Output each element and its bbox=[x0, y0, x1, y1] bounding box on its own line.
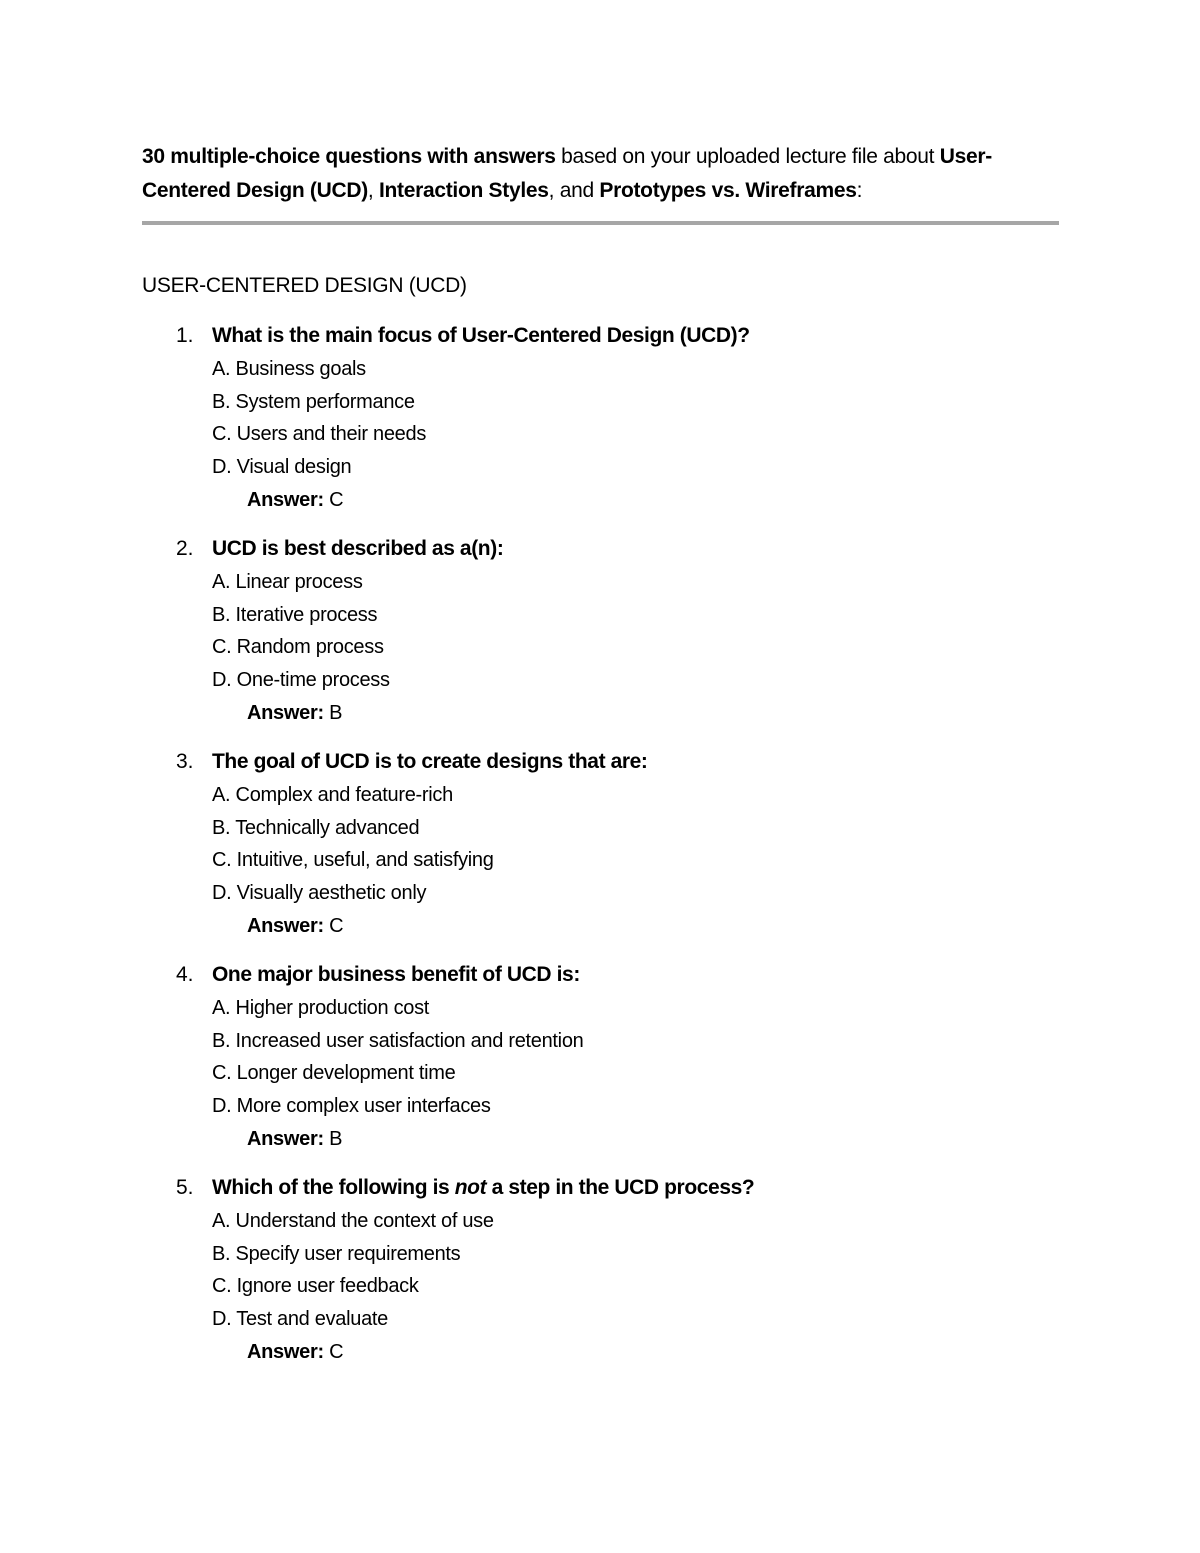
question-number: 4. bbox=[176, 963, 194, 986]
option-a: A. Understand the context of use bbox=[212, 1210, 494, 1232]
question-text: One major business benefit of UCD is: bbox=[212, 963, 580, 986]
intro-paragraph bbox=[142, 140, 1062, 208]
option-d: D. Test and evaluate bbox=[212, 1308, 388, 1330]
answer-label: Answer: bbox=[247, 702, 324, 724]
answer-value: C bbox=[329, 915, 344, 937]
answer-line bbox=[247, 484, 343, 516]
option-c: C. Users and their needs bbox=[212, 423, 427, 445]
option-a: A. Higher production cost bbox=[212, 997, 430, 1019]
answer-line bbox=[247, 697, 342, 729]
intro-text: : bbox=[856, 179, 863, 202]
option-c: C. Random process bbox=[212, 636, 384, 658]
answer-label: Answer: bbox=[247, 1128, 324, 1150]
option-d: D. Visually aesthetic only bbox=[212, 882, 427, 904]
answer-value: C bbox=[329, 1341, 344, 1363]
answer-value: C bbox=[329, 489, 344, 511]
question-text: The goal of UCD is to create designs that are: bbox=[212, 750, 648, 773]
question-number: 5. bbox=[176, 1176, 194, 1199]
intro-bold-prototypes: Prototypes vs. Wireframes bbox=[599, 179, 857, 202]
intro-text: , and bbox=[548, 179, 600, 202]
horizontal-divider bbox=[142, 221, 1059, 225]
intro-text: based on your uploaded lecture file about bbox=[555, 145, 940, 168]
question-text bbox=[212, 1172, 754, 1204]
option-b: B. System performance bbox=[212, 391, 415, 413]
question-number: 2. bbox=[176, 537, 194, 560]
option-d: D. One-time process bbox=[212, 669, 390, 691]
question-text-end: a step in the UCD process? bbox=[486, 1176, 755, 1199]
option-d: D. More complex user interfaces bbox=[212, 1095, 491, 1117]
option-b: B. Specify user requirements bbox=[212, 1243, 461, 1265]
option-b: B. Iterative process bbox=[212, 604, 378, 626]
intro-bold-count: 30 multiple-choice questions with answers bbox=[142, 145, 556, 168]
section-heading: USER-CENTERED DESIGN (UCD) bbox=[142, 274, 467, 297]
answer-value: B bbox=[329, 1128, 343, 1150]
answer-line bbox=[247, 1336, 343, 1368]
option-a: A. Business goals bbox=[212, 358, 366, 380]
answer-line bbox=[247, 1123, 342, 1155]
answer-label: Answer: bbox=[247, 1341, 324, 1363]
question-text-start: Which of the following is bbox=[212, 1176, 455, 1199]
answer-line bbox=[247, 910, 343, 942]
option-c: C. Ignore user feedback bbox=[212, 1275, 419, 1297]
answer-label: Answer: bbox=[247, 489, 324, 511]
option-a: A. Complex and feature-rich bbox=[212, 784, 453, 806]
option-c: C. Intuitive, useful, and satisfying bbox=[212, 849, 494, 871]
intro-bold-interaction: Interaction Styles bbox=[378, 179, 549, 202]
question-number: 3. bbox=[176, 750, 194, 773]
answer-label: Answer: bbox=[247, 915, 324, 937]
option-d: D. Visual design bbox=[212, 456, 352, 478]
option-b: B. Technically advanced bbox=[212, 817, 420, 839]
option-c: C. Longer development time bbox=[212, 1062, 456, 1084]
option-a: A. Linear process bbox=[212, 571, 363, 593]
intro-bold-ucd: User-Centered Design (UCD) bbox=[142, 145, 992, 202]
question-number: 1. bbox=[176, 324, 194, 347]
answer-value: B bbox=[329, 702, 343, 724]
question-text-emphasis: not bbox=[454, 1176, 487, 1199]
intro-text: , bbox=[367, 179, 379, 202]
question-text: UCD is best described as a(n): bbox=[212, 537, 504, 560]
option-b: B. Increased user satisfaction and retention bbox=[212, 1030, 584, 1052]
question-text: What is the main focus of User-Centered Design (UCD)? bbox=[212, 324, 750, 347]
